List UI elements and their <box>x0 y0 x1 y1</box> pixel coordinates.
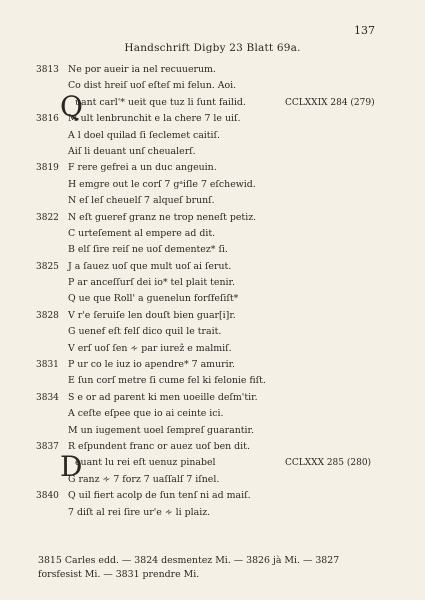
verse-line <box>0 210 425 226</box>
verse-line <box>0 423 425 439</box>
verse-text: M ult lenbrunchit e la chere 7 le uiſ. <box>68 113 241 125</box>
verse-text: Co dist hreiſ uoſ eſteſ mi felun. Aoi. <box>68 80 237 92</box>
verse-text: Aiſ li deuant unſ cheualerſ. <box>68 145 196 157</box>
verse-line <box>0 472 425 488</box>
verse-text: A l doel quilad ſi ſeclemet caitiſ. <box>68 129 221 141</box>
line-number: 3828 <box>36 310 59 321</box>
verse-text: F rere gefrei a un duc angeuin. <box>68 162 217 174</box>
verse-line <box>0 193 425 209</box>
verse-line <box>0 226 425 242</box>
verse-text: G uenef eſt felſ dico quil le trait. <box>68 326 222 338</box>
drop-capital: Q <box>60 89 83 123</box>
verse-text: P ur co le iuz io apendre* 7 amurir. <box>68 359 236 371</box>
line-number: 3837 <box>36 441 59 452</box>
verse-text: P ar anceſſurſ dei io* tel plait tenir. <box>68 277 235 289</box>
line-number: 3819 <box>36 163 59 174</box>
verse-text: V erſ uoſ ſen ∻ par iureẑ e malmiſ. <box>68 342 232 354</box>
verse-text: V r'e ſeruiſe len douſt bien guar[i]r. <box>68 309 236 321</box>
verse-line <box>0 390 425 406</box>
line-number: 3816 <box>36 114 59 125</box>
verse-line <box>0 488 425 504</box>
verse-line <box>0 62 425 78</box>
footnote-line: 3815 Carles edd. — 3824 desmentez Mi. — 3826 jà Mi. — 3827 <box>38 555 340 566</box>
line-number: 3825 <box>36 261 59 272</box>
laisse-reference: CCLXXIX 284 (279) <box>285 97 375 108</box>
verse-text: N eſ leſ cheuelſ 7 alqueſ brunſ. <box>68 195 215 207</box>
line-number: 3831 <box>36 360 59 371</box>
verse-text: G ranz ∻ 7 forz 7 uaſſalſ 7 iſnel. <box>68 473 220 485</box>
verse-text: B elſ ſire reiſ ne uoſ dementez* ſi. <box>68 244 228 256</box>
drop-capital: D <box>60 450 83 484</box>
line-number: 3822 <box>36 212 59 223</box>
verse-line <box>0 242 425 258</box>
verse-line <box>0 160 425 176</box>
line-number: 3834 <box>36 392 59 403</box>
verse-line <box>0 308 425 324</box>
running-head: Handschrift Digby 23 Blatt 69a. <box>124 42 301 54</box>
verse-line <box>0 144 425 160</box>
verse-line <box>0 341 425 357</box>
verse-line <box>0 177 425 193</box>
line-number: 3813 <box>36 65 59 75</box>
verse-text: Ne por aueir ia nel recuuerum. <box>68 64 216 75</box>
verse-line <box>0 406 425 422</box>
verse-text: E ſun corſ metre ſi cume fel ki felonie fiſt. <box>68 375 266 387</box>
verse-text: Q ue que Roll' a guenelun forſfeſiſt* <box>68 293 239 305</box>
verse-line <box>0 275 425 291</box>
verse-text: S e or ad parent ki men uoeille deſm'tir. <box>68 391 258 403</box>
verse-line <box>0 324 425 340</box>
verse-text: J a ſauez uoſ que mult uoſ ai ſerut. <box>68 260 232 272</box>
footnote-line: forsfesist Mi. — 3831 prendre Mi. <box>38 569 200 580</box>
verse-text: euant lu rei eſt uenuz pinabel <box>75 457 216 469</box>
verse-text: H emgre out le corſ 7 gᵃiſle 7 eſchewid. <box>68 178 256 190</box>
footnotes <box>38 554 388 582</box>
verse-line <box>0 505 425 521</box>
page-number: 137 <box>354 24 375 37</box>
laisse-reference: CCLXXX 285 (280) <box>285 458 372 469</box>
line-number: 3840 <box>36 491 59 502</box>
verse-text: uant carl'* ueit que tuz li ſunt failid. <box>75 96 246 108</box>
verse-text-block <box>0 62 425 521</box>
verse-line <box>0 291 425 307</box>
verse-line <box>0 357 425 373</box>
verse-line <box>0 111 425 127</box>
verse-line <box>0 373 425 389</box>
verse-text: C urteſement al empere ad dit. <box>68 227 216 239</box>
verse-text: R eſpundent franc or auez uoſ ben dit. <box>68 440 250 452</box>
verse-text: M un iugement uoel ſempreſ guarantir. <box>68 424 254 436</box>
verse-line <box>0 128 425 144</box>
verse-line <box>0 259 425 275</box>
verse-text: 7 diſt al rei ſire ur'e ∻ li plaiz. <box>68 506 211 518</box>
verse-text: A ceſte eſpee que io ai ceinte ici. <box>68 408 224 420</box>
verse-text: N eſt gueref granz ne trop neneſt petiz. <box>68 211 257 223</box>
verse-text: Q uil fiert acolp de ſun tenſ ni ad maiſ. <box>68 490 251 502</box>
